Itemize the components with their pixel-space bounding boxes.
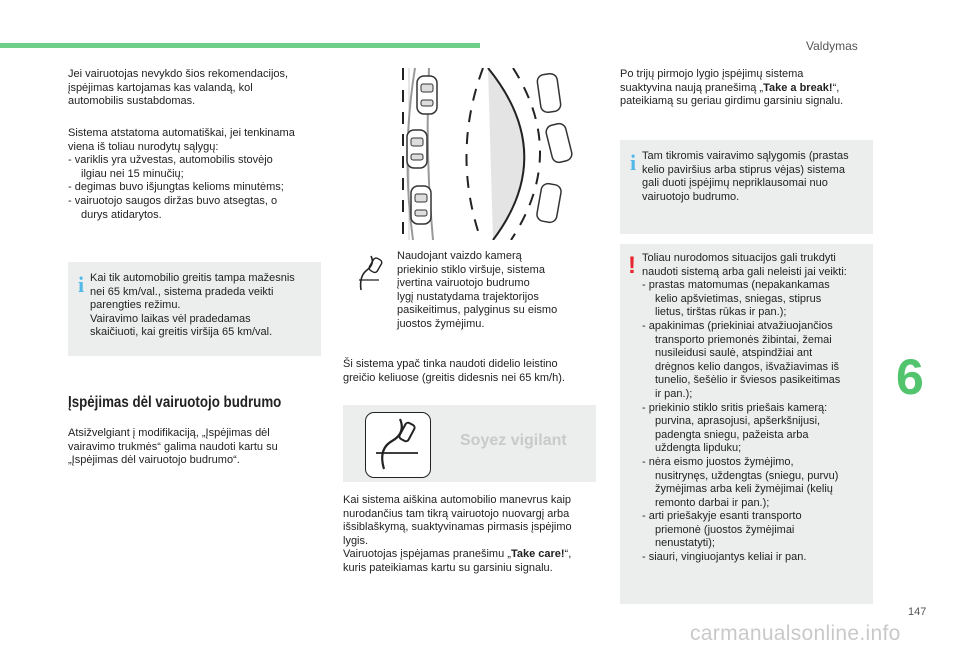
section-title: Valdymas: [806, 39, 858, 53]
page-number: 147: [908, 606, 927, 618]
list-item: - apakinimas (priekiniai atvažiuojančios: [642, 319, 833, 332]
text-line: kelio paviršius arba stiprus vėjas) sistema: [642, 163, 845, 176]
section-heading: Įspėjimas dėl vairuotojo budrumo: [68, 394, 282, 411]
text-line: juostos žymėjimu.: [397, 317, 485, 330]
text-line: išsiblaškymą, suaktyvinamas pirmasis įspėjimo: [343, 521, 572, 534]
warning-message-take-care: Take care!: [510, 548, 565, 561]
car-icon: [411, 186, 431, 224]
warning-box-limitations: [620, 244, 873, 604]
lane-drift-icon: [357, 254, 385, 292]
list-item-cont: tunelio, šešėlio ir šviesos pasikeitimas: [655, 374, 841, 387]
text-line: nei 65 km/val., sistema pradeda veikti: [90, 285, 274, 298]
instrument-display-panel: [343, 405, 596, 482]
info-icon: i: [78, 272, 85, 297]
text-line: [343, 548, 603, 562]
col1-para1: [68, 68, 328, 109]
text-fragment: Vairuotojas įspėjamas pranešimu „: [343, 548, 511, 561]
text-line: [620, 82, 880, 96]
text-line: priekinio stiklo viršuje, sistema: [397, 263, 545, 276]
text-line: gali duoti įspėjimų nepriklausomai nuo: [642, 177, 828, 190]
text-line: vairavimo trukmės“ galima naudoti kartu su: [68, 440, 278, 453]
text-line: skaičiuoti, kai greitis viršija 65 km/val.: [90, 326, 273, 339]
text-fragment: suaktyvina naują pranešimą „: [620, 81, 764, 94]
text-line: Ši sistema ypač tinka naudoti didelio leistino: [343, 358, 558, 370]
list-item: - variklis yra užvestas, automobilis stovėjo: [68, 154, 273, 167]
warning-icon: !: [628, 252, 636, 279]
list-item-cont: ilgiau nei 15 minučių;: [81, 167, 184, 180]
list-item: - siauri, vingiuojantys keliai ir pan.: [642, 551, 807, 564]
list-item-cont: drėgnos kelio dangos, išvažiavimas iš: [655, 360, 840, 373]
list-item-cont: remonto darbai ir pan.);: [655, 496, 770, 509]
info-box-conditions: [620, 140, 873, 234]
text-line: parengties režimu.: [90, 299, 181, 312]
text-line: Atsižvelgiant į modifikaciją, „Įspėjimas dėl: [68, 427, 270, 439]
text-line: įvertina vairuotojo budrumo: [397, 277, 530, 290]
list-item-cont: transporto priemonės žibintai, žemai: [655, 333, 832, 346]
text-line: automobilis sustabdomas.: [68, 95, 196, 108]
lane-drift-icon: [366, 413, 430, 477]
chapter-number: 6: [896, 349, 924, 405]
list-item-cont: nenustatyti);: [655, 537, 715, 550]
text-line: viena iš toliau nurodytų sąlygų:: [68, 140, 219, 153]
text-line: Vairavimo laikas vėl pradedamas: [90, 312, 251, 325]
lane-drift-illustration: [343, 68, 596, 240]
text-line: pasikeitimus, palyginus su eismo: [397, 304, 558, 317]
text-line: Jei vairuotojas nevykdo šios rekomendacijos,: [68, 68, 289, 80]
text-line: Kai sistema aiškina automobilio manevrus kaip: [343, 494, 572, 506]
display-icon-frame: [365, 412, 431, 478]
info-box-speed: [68, 262, 321, 356]
col2-para2: [343, 494, 603, 576]
list-item-cont: lietus, tirštas rūkas ir pan.);: [655, 306, 787, 319]
text-line: naudoti sistemą arba gali neleisti jai veikti:: [642, 265, 847, 278]
text-line: lygį nustatydama trajektorijos: [397, 290, 539, 303]
text-fragment: “,: [564, 548, 572, 561]
list-item-cont: nusileidusi saulė, atspindžiai ant: [655, 347, 813, 360]
col3-para1: [620, 68, 880, 109]
text-line: pateikiamą su geriau girdimu garsiniu signalu.: [620, 95, 844, 108]
car-icon: [536, 73, 561, 113]
list-item: - prastas matomumas (nepakankamas: [642, 279, 830, 292]
list-item-cont: nusitrynęs, uždengtas (sniegu, purvu): [655, 469, 839, 482]
text-line: Toliau nurodomos situacijos gali trukdyti: [642, 252, 836, 264]
list-item: - vairuotojo saugos diržas buvo atsegtas, o: [68, 194, 278, 207]
text-line: Po trijų pirmojo lygio įspėjimų sistema: [620, 68, 804, 80]
car-icon: [407, 130, 427, 168]
watermark: carmanualsonline.info: [690, 622, 901, 645]
list-item-cont: kelio apšvietimas, sniegas, stiprus: [655, 292, 822, 305]
text-line: lygis.: [343, 534, 369, 547]
col2-para1: [343, 358, 603, 385]
text-line: Kai tik automobilio greitis tampa mažesnis: [90, 272, 295, 284]
text-line: kuris pateikiamas kartu su garsiniu signalu.: [343, 561, 553, 574]
list-item-cont: žymėjimas arba keli žymėjimai (kelių: [655, 483, 833, 496]
display-message: Soyez vigilant: [460, 432, 567, 449]
list-item-cont: padengta sniegu, pažeista arba: [655, 428, 809, 441]
text-line: „Įspėjimas dėl vairuotojo budrumo“.: [68, 454, 240, 467]
list-item-cont: purvina, aprasojusi, apšerkšnijusi,: [655, 415, 821, 428]
list-item: - degimas buvo išjungtas kelioms minutėms;: [68, 181, 284, 194]
list-item-cont: priemonė (juostos žymėjimai: [655, 523, 795, 536]
list-item-cont: durys atidarytos.: [81, 208, 162, 221]
list-item: - arti priešakyje esanti transporto: [642, 510, 802, 523]
list-item-cont: ir pan.);: [655, 387, 693, 400]
list-item: - priekinio stiklo sritis priešais kamerą:: [642, 401, 828, 414]
text-line: Sistema atstatoma automatiškai, jei tenkinama: [68, 127, 295, 139]
text-line: greičio keliuose (greitis didesnis nei 65 km/h).: [343, 371, 565, 384]
car-icon: [417, 76, 437, 114]
list-item-cont: uždengta lipduku;: [655, 442, 742, 455]
text-line: Tam tikromis vairavimo sąlygomis (prastas: [642, 150, 849, 162]
text-line: nurodančius tam tikrą vairuotojo nuovargį arba: [343, 507, 570, 520]
warning-message-take-a-break: Take a break!: [763, 81, 833, 94]
col1-para2: [68, 127, 328, 222]
header-accent-bar: [0, 43, 480, 48]
col1-para3: [68, 427, 328, 468]
camera-description: [397, 250, 593, 332]
text-line: įspėjimas kartojamas kas valandą, kol: [68, 81, 253, 94]
text-fragment: “,: [832, 81, 840, 94]
list-item: - nėra eismo juostos žymėjimo,: [642, 455, 794, 468]
info-icon: i: [630, 150, 637, 175]
text-line: vairuotojo budrumo.: [642, 190, 740, 203]
text-line: Naudojant vaizdo kamerą: [397, 250, 522, 262]
